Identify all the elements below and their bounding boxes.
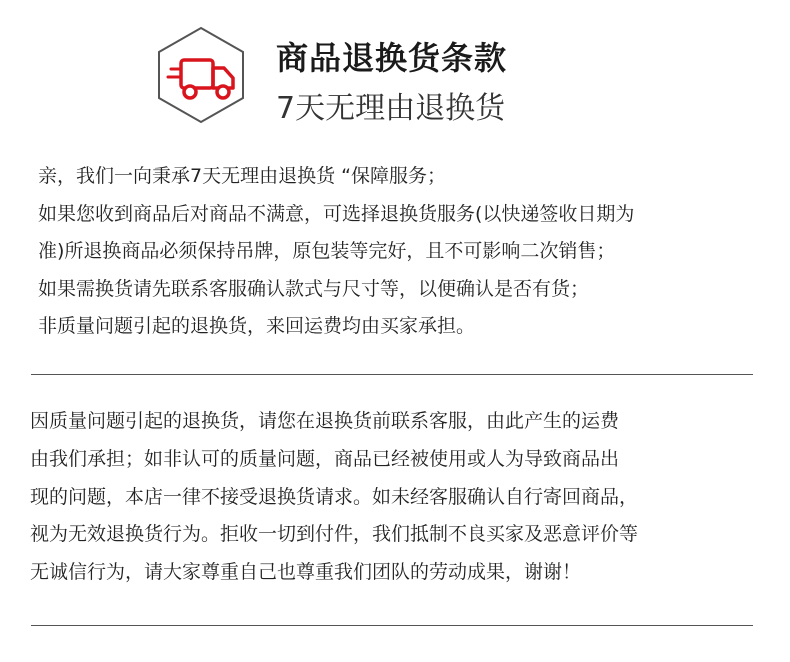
- policy-line: 非质量问题引起的退换货，来回运费均由买家承担。: [38, 315, 476, 337]
- policy-line: 亲，我们一向秉承7天无理由退换货 “保障服务；: [38, 165, 446, 187]
- policy-line: 由我们承担；如非认可的质量问题，商品已经被使用或人为导致商品出: [30, 447, 620, 470]
- policy-line: 如果您收到商品后对商品不满意，可选择退换货服务(以快递签收日期为: [38, 202, 635, 225]
- policy-section-quality: [30, 403, 770, 592]
- policy-line: 因质量问题引起的退换货，请您在退换货前联系客服，由此产生的运费: [30, 410, 620, 432]
- page-header: [0, 0, 790, 140]
- policy-line: 现的问题，本店一律不接受退换货请求。如未经客服确认自行寄回商品，: [30, 485, 639, 508]
- policy-section-return: [38, 158, 758, 346]
- section-divider: [31, 625, 753, 626]
- policy-line: 如果需换货请先联系客服确认款式与尺寸等，以便确认是否有货；: [38, 277, 590, 300]
- delivery-truck-icon: [157, 26, 245, 124]
- section-divider: [31, 374, 753, 375]
- policy-line: 无诚信行为，请大家尊重自己也尊重我们团队的劳动成果，谢谢！: [30, 561, 582, 584]
- page-title: 商品退换货条款: [276, 39, 508, 77]
- page-subtitle: 7天无理由退换货: [276, 91, 506, 126]
- policy-line: 视为无效退换货行为。拒收一切到付件，我们抵制不良买家及恶意评价等: [30, 523, 639, 546]
- policy-line: 准)所退换商品必须保持吊牌，原包装等完好，且不可影响二次销售；: [38, 240, 616, 262]
